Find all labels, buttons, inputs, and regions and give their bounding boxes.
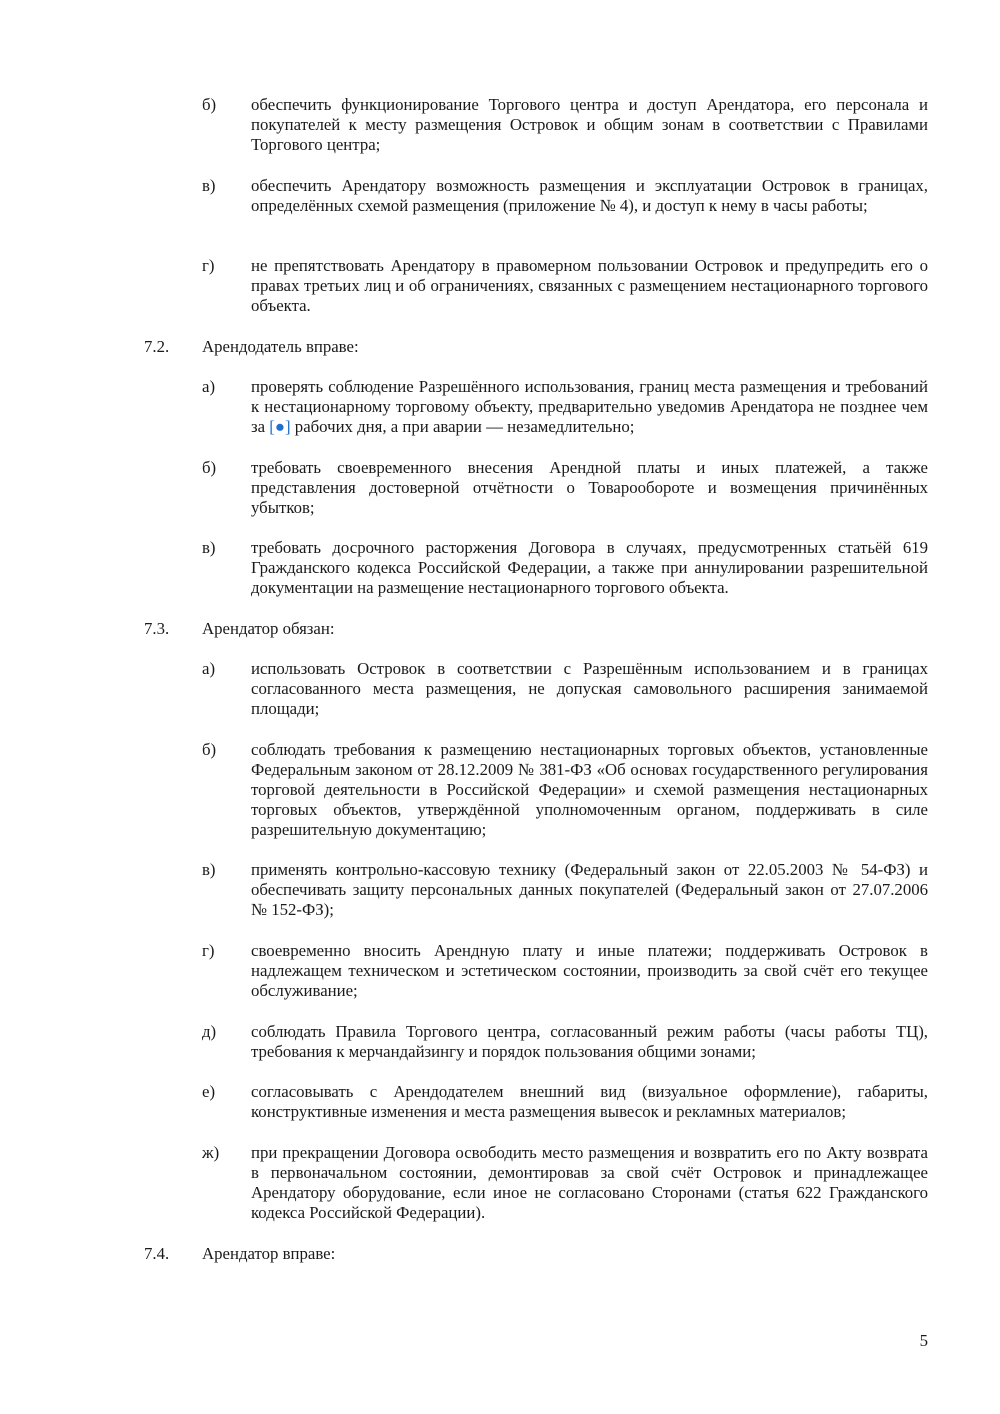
list-item-marker: а): [202, 377, 216, 396]
list-item: [202, 377, 928, 437]
list-item: [202, 860, 928, 920]
clause-number: 7.3.: [144, 619, 170, 638]
clause-7-3-heading: [144, 619, 928, 639]
list-item: [202, 1022, 928, 1062]
clause-number: 7.2.: [144, 337, 170, 356]
list-item-text: соблюдать Правила Торгового центра, согласованный режим работы (часы работы ТЦ), требования к мерчандайзингу и порядок пользования общими зонами;: [251, 1022, 928, 1061]
clause-heading: Арендатор вправе:: [202, 1244, 336, 1263]
list-item-text: обеспечить функционирование Торгового центра и доступ Арендатора, его персонала и покупателей к месту размещения Островок и общим зонам в соответствии с Правилами Торгового центра;: [251, 95, 928, 154]
list-item-marker: б): [202, 95, 217, 114]
list-item-marker: б): [202, 458, 217, 477]
list-item-text: соблюдать требования к размещению нестационарных торговых объектов, установленные Федеральным законом от 28.12.2009 № 381-ФЗ «Об основах государственного регулирования торговой деятельности в Российской Федерации» и схемой размещения нестационарных торговых объектов, утверждённой уполномоченным органом, поддерживать в силе разрешительную документацию;: [251, 740, 928, 839]
list-item-marker: г): [202, 941, 215, 960]
page-number: 5: [919, 1331, 928, 1350]
list-item-marker: в): [202, 176, 216, 195]
clause-7-4-heading: [144, 1244, 928, 1264]
list-item: [202, 740, 928, 840]
list-item: [202, 256, 928, 316]
clause-heading: Арендатор обязан:: [202, 619, 335, 638]
list-item-marker: ж): [202, 1143, 220, 1162]
list-item-text: требовать досрочного расторжения Договора в случаях, предусмотренных статьёй 619 Гражданского кодекса Российской Федерации, а также при аннулировании разрешительной документации на размещение нестационарного торгового объекта.: [251, 538, 928, 597]
list-item: [202, 95, 928, 155]
list-item-text: не препятствовать Арендатору в правомерном пользовании Островок и предупредить его о правах третьих лиц и об ограничениях, связанных с размещением нестационарного торгового объекта.: [251, 256, 928, 315]
list-item: [202, 458, 928, 518]
clause-7-2-heading: [144, 337, 928, 357]
clause-number: 7.4.: [144, 1244, 170, 1263]
list-item: [202, 1082, 928, 1122]
list-item-marker: в): [202, 860, 216, 879]
list-item-marker: б): [202, 740, 217, 759]
placeholder-field: [●]: [269, 417, 291, 436]
list-item-text: требовать своевременного внесения Арендной платы и иных платежей, а также представления достоверной отчётности о Товарообороте и возмещения причинённых убытков;: [251, 458, 928, 517]
list-item-marker: д): [202, 1022, 217, 1041]
list-item: [202, 941, 928, 1001]
list-item: [202, 176, 928, 216]
list-item-text: использовать Островок в соответствии с Разрешённым использованием и в границах согласованного места размещения, не допуская самовольного расширения занимаемой площади;: [251, 659, 928, 718]
clause-heading: Арендодатель вправе:: [202, 337, 359, 356]
list-item-text: своевременно вносить Арендную плату и иные платежи; поддерживать Островок в надлежащем техническом и эстетическом состоянии, производить за свой счёт его текущее обслуживание;: [251, 941, 928, 1000]
list-item: [202, 538, 928, 598]
list-item-text: [251, 377, 928, 437]
list-item: [202, 659, 928, 719]
list-item-marker: а): [202, 659, 216, 678]
list-item-text-part: проверять соблюдение Разрешённого использования, границ места размещения и требований к нестационарному торговому объекту, предварительно уведомив Арендатора не позднее чем за: [251, 377, 928, 436]
list-item: [202, 1143, 928, 1223]
list-item-text: применять контрольно-кассовую технику (Федеральный закон от 22.05.2003 № 54-ФЗ) и обеспечивать защиту персональных данных покупателей (Федеральный закон от 27.07.2006 № 152-ФЗ);: [251, 860, 928, 919]
list-item-marker: в): [202, 538, 216, 557]
list-item-marker: г): [202, 256, 215, 275]
list-item-text: обеспечить Арендатору возможность размещения и эксплуатации Островок в границах, определённых схемой размещения (приложение № 4), и доступ к нему в часы работы;: [251, 176, 928, 215]
list-item-text: согласовывать с Арендодателем внешний вид (визуальное оформление), габариты, конструктивные изменения и места размещения вывесок и рекламных материалов;: [251, 1082, 928, 1121]
list-item-text: при прекращении Договора освободить место размещения и возвратить его по Акту возврата в первоначальном состоянии, демонтировав за свой счёт Островок и принадлежащее Арендатору оборудование, если иное не согласовано Сторонами (статья 622 Гражданского кодекса Российской Федерации).: [251, 1143, 928, 1222]
list-item-marker: е): [202, 1082, 216, 1101]
list-item-text-part: рабочих дня, а при аварии — незамедлительно;: [290, 417, 635, 436]
